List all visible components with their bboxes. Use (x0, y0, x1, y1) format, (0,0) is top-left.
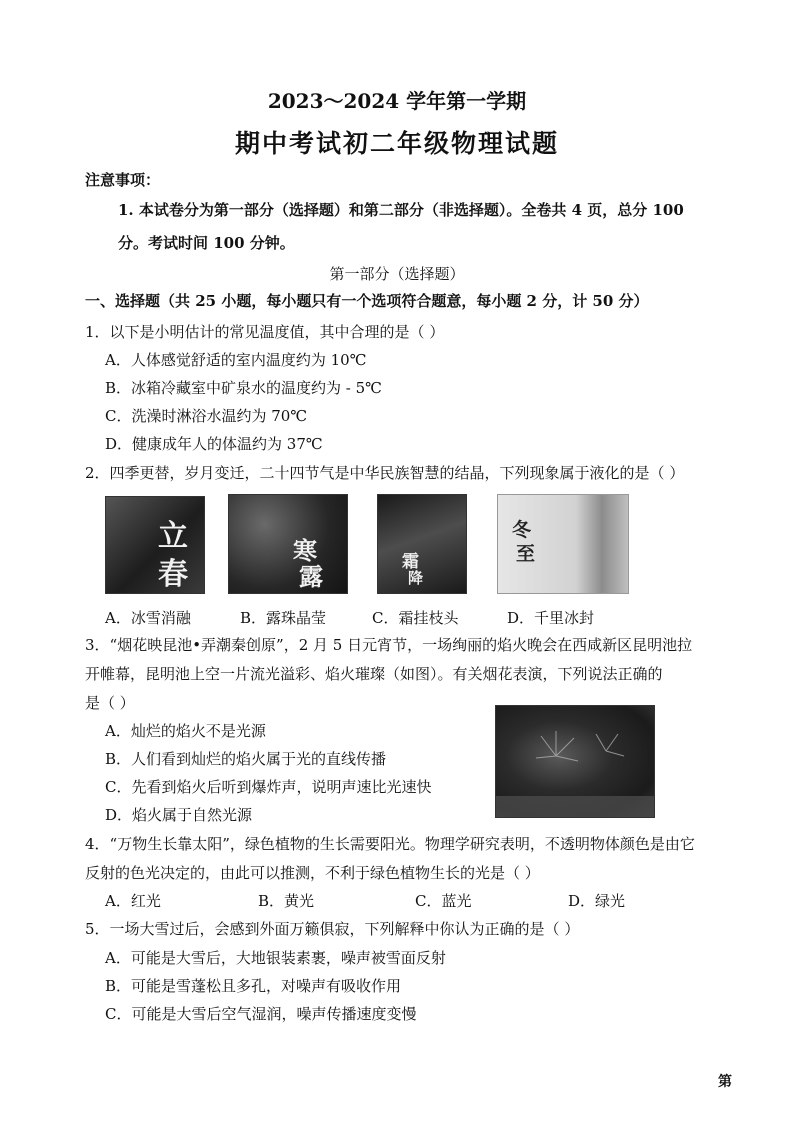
exam-title: 期中考试初二年级物理试题 (234, 129, 559, 158)
q5-option-a: A．可能是大雪后，大地银装素裹，噪声被雪面反射 (105, 949, 446, 967)
part1-heading: 第一部分（选择题） (329, 265, 465, 283)
notes-line1: 1. 本试卷分为第一部分（选择题）和第二部分（非选择题）。全卷共 4 页，总分 100 (118, 201, 684, 219)
q3-option-a: A．灿烂的焰火不是光源 (105, 722, 266, 740)
q2-image-d-char2: 至 (516, 543, 536, 565)
q2-image-c (377, 494, 467, 594)
q1-option-d: D．健康成年人的体温约为 37℃ (105, 435, 323, 453)
q2-image-b-char1: 寒 (293, 536, 317, 565)
q2-image-b (228, 494, 348, 594)
q3-option-c: C．先看到焰火后听到爆炸声，说明声速比光速快 (105, 778, 432, 796)
q2-image-b-char2: 露 (299, 562, 323, 591)
q2-stem: 2．四季更替，岁月变迁，二十四节气是中华民族智慧的结晶，下列现象属于液化的是（ ） (85, 464, 685, 482)
page-number-prefix: 第 (718, 1074, 732, 1090)
q2-image-a-char1: 立 (158, 519, 188, 554)
q4-option-b: B．黄光 (258, 892, 315, 910)
q2-image-d-char1: 冬 (512, 519, 532, 541)
q3-line3: 是（ ） (85, 694, 135, 712)
notes-line2: 分。考试时间 100 分钟。 (118, 234, 295, 252)
q2-option-b: B．露珠晶莹 (240, 609, 327, 627)
q4-option-d: D．绿光 (568, 892, 626, 910)
exam-year: 2023～2024 学年第一学期 (267, 89, 527, 113)
q1-option-b: B．冰箱冷藏室中矿泉水的温度约为 - 5℃ (105, 379, 382, 397)
q2-image-a (105, 496, 205, 594)
notes-label: 注意事项： (85, 171, 161, 189)
q4-option-a: A．红光 (105, 892, 161, 910)
q4-option-c: C．蓝光 (415, 892, 472, 910)
q5-stem: 5．一场大雪过后，会感到外面万籁俱寂，下列解释中你认为正确的是（ ） (85, 920, 580, 938)
q5-option-b: B．可能是雪蓬松且多孔，对噪声有吸收作用 (105, 977, 402, 995)
q5-option-c: C．可能是大雪后空气湿润，噪声传播速度变慢 (105, 1005, 417, 1023)
q3-line2: 开帷幕，昆明池上空一片流光溢彩、焰火璀璨（如图）。有关烟花表演，下列说法正确的 (85, 665, 663, 683)
q3-option-d: D．焰火属于自然光源 (105, 806, 253, 824)
fireworks-sketch (496, 706, 654, 817)
section-heading: 一、选择题（共 25 小题，每小题只有一个选项符合题意，每小题 2 分，计 50 分） (85, 292, 649, 310)
q4-line2: 反射的色光决定的，由此可以推测，不利于绿色植物生长的光是（ ） (85, 864, 540, 882)
q2-option-d: D．千里冰封 (507, 609, 595, 627)
q3-option-b: B．人们看到灿烂的焰火属于光的直线传播 (105, 750, 387, 768)
q2-image-c-char2: 降 (408, 569, 424, 587)
q2-image-d (497, 494, 629, 594)
q1-option-a: A．人体感觉舒适的室内温度约为 10℃ (105, 351, 367, 369)
q2-option-a: A．冰雪消融 (105, 609, 191, 627)
fireworks-image (495, 705, 655, 818)
q3-line1: 3．“烟花映昆池•弄潮秦创原”，2 月 5 日元宵节，一场绚丽的焰火晚会在西咸新区昆明池拉 (85, 636, 693, 654)
q2-image-a-char2: 春 (158, 557, 188, 592)
q1-option-c: C．洗澡时淋浴水温约为 70℃ (105, 407, 308, 425)
q2-option-c: C．霜挂枝头 (372, 609, 459, 627)
q2-image-c-char1: 霜 (402, 552, 419, 572)
q1-stem: 1．以下是小明估计的常见温度值，其中合理的是（ ） (85, 323, 445, 341)
q4-line1: 4．“万物生长靠太阳”，绿色植物的生长需要阳光。物理学研究表明，不透明物体颜色是由它 (85, 835, 695, 853)
